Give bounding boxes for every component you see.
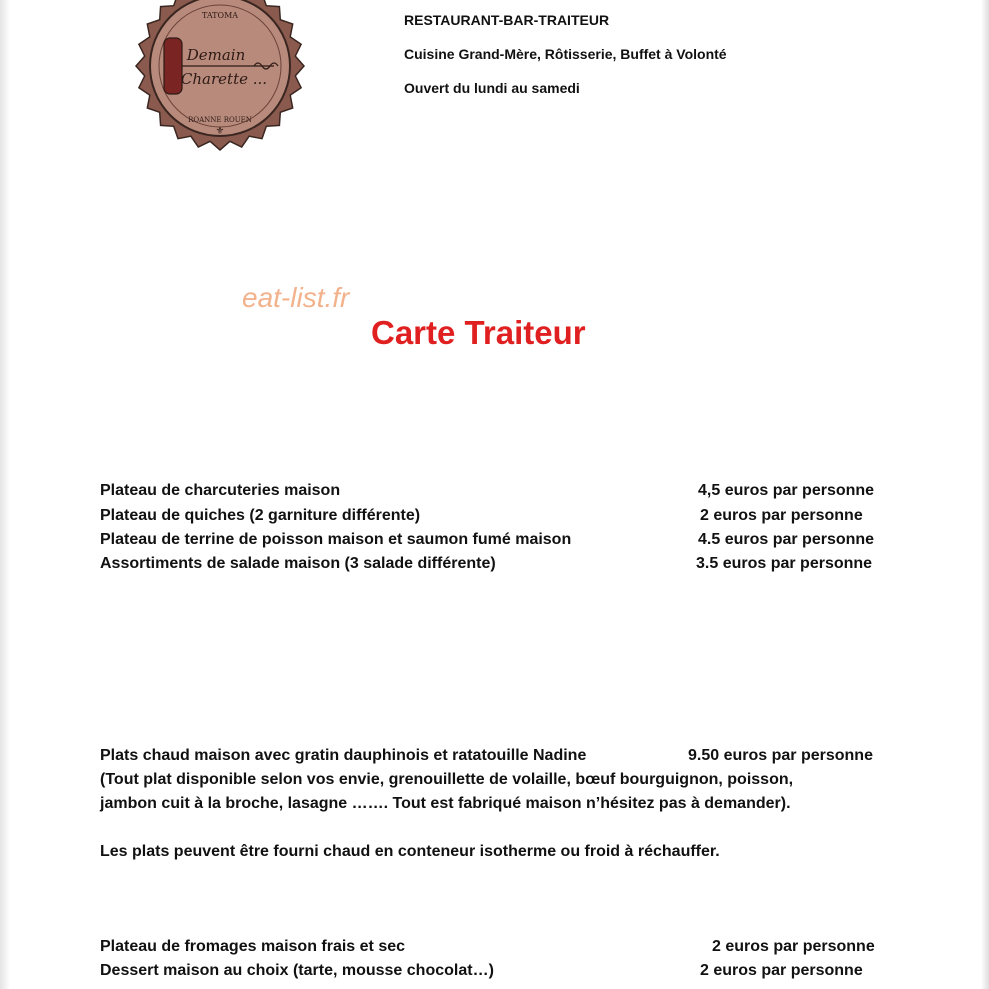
menu-item-name: Plateau de terrine de poisson maison et saumon fumé maison <box>100 531 572 548</box>
menu-item-price: 2 euros par personne <box>700 507 863 524</box>
menu-row <box>100 504 863 528</box>
menu-row <box>100 935 875 959</box>
menu-row-hot-dish <box>100 744 873 768</box>
menu-row <box>100 552 873 576</box>
hot-dish-detail <box>100 768 900 816</box>
header-line-type: RESTAURANT-BAR-TRAITEUR <box>404 12 610 28</box>
menu-item-name: Plateau de quiches (2 garniture différente) <box>100 507 421 524</box>
hot-dish-detail-line: (Tout plat disponible selon vos envie, grenouillette de volaille, bœuf bourguignon, poisson, <box>100 771 794 788</box>
menu-row <box>100 528 875 552</box>
page-edge-right <box>981 0 989 989</box>
menu-item-price: 2 euros par personne <box>700 962 863 979</box>
header-line-cuisine: Cuisine Grand-Mère, Rôtisserie, Buffet à Volonté <box>404 46 727 62</box>
logo-top-text: TATOMA <box>201 11 239 20</box>
header-line-hours: Ouvert du lundi au samedi <box>404 80 580 96</box>
menu-item-price: 4.5 euros par personne <box>698 531 875 548</box>
logo-bottom-text: ROANNE ROUEN <box>188 116 252 124</box>
menu-item-price: 4,5 euros par personne <box>698 482 875 499</box>
menu-item-price: 9.50 euros par personne <box>688 747 873 764</box>
page-title: Carte Traiteur <box>371 314 586 351</box>
logo-name-line1: Demain <box>186 46 246 64</box>
menu-item-price: 3.5 euros par personne <box>696 555 873 572</box>
logo-name-line2: Charette ... <box>180 70 268 88</box>
menu-item-name: Plats chaud maison avec gratin dauphinois et ratatouille Nadine <box>100 747 587 764</box>
restaurant-logo <box>134 0 306 152</box>
watermark-text: eat-list.fr <box>242 282 350 313</box>
menu-item-price: 2 euros par personne <box>712 938 875 955</box>
hot-dish-detail-line: jambon cuit à la broche, lasagne ……. Tout est fabriqué maison n’hésitez pas à demander). <box>100 795 791 812</box>
menu-row <box>100 479 875 503</box>
page-edge-left <box>0 0 10 989</box>
menu-item-name: Plateau de fromages maison frais et sec <box>100 938 406 955</box>
menu-item-name: Plateau de charcuteries maison <box>100 482 341 499</box>
hot-dish-note: Les plats peuvent être fourni chaud en conteneur isotherme ou froid à réchauffer. <box>100 843 720 860</box>
menu-row <box>100 959 863 983</box>
menu-item-name: Assortiments de salade maison (3 salade différente) <box>100 555 496 572</box>
fleur-de-lis-icon: ⚜ <box>215 126 225 137</box>
restaurant-header <box>404 12 727 114</box>
menu-item-name: Dessert maison au choix (tarte, mousse chocolat…) <box>100 962 494 979</box>
